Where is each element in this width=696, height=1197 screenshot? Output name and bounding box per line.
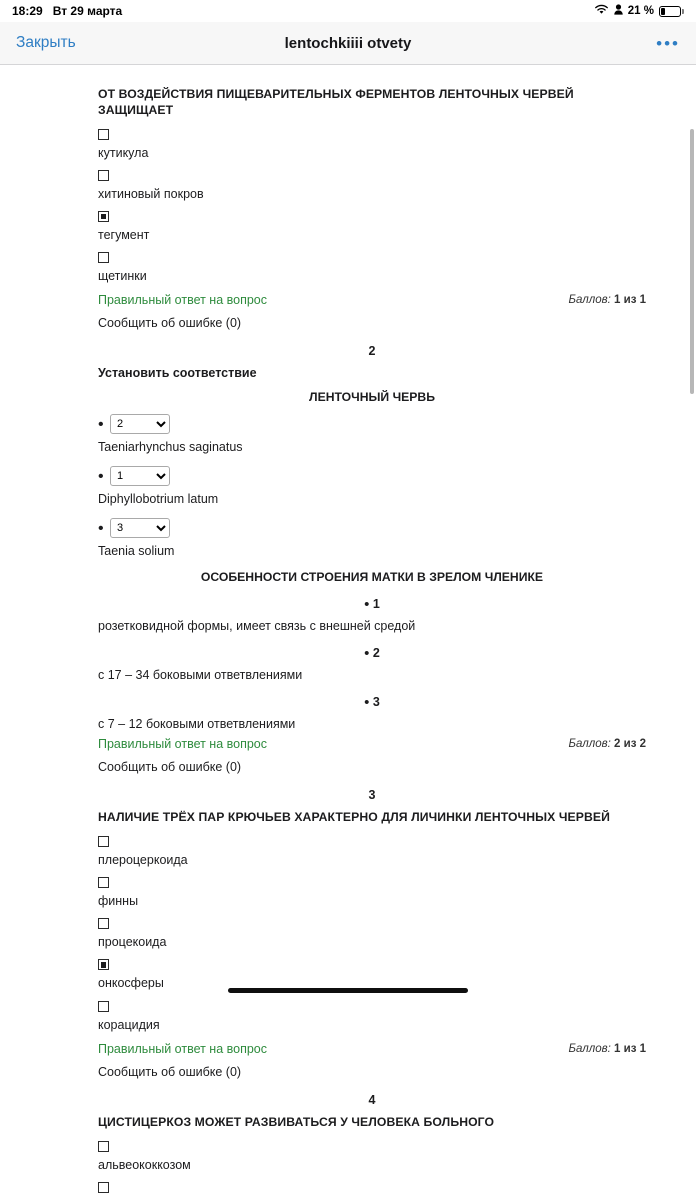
match-option-text: розетковидной формы, имеет связь с внешней средой bbox=[98, 619, 416, 634]
question-number: 2 bbox=[368, 344, 376, 359]
match-term: Taeniarhynchus saginatus bbox=[98, 440, 243, 455]
question-number: 4 bbox=[368, 1092, 376, 1107]
option-label: онкосферы bbox=[98, 976, 164, 991]
score-caption: Баллов: bbox=[568, 738, 611, 751]
radio-icon[interactable] bbox=[98, 1182, 109, 1193]
home-indicator bbox=[228, 988, 468, 993]
bullet-icon: • bbox=[98, 468, 104, 486]
option-label: щетинки bbox=[98, 269, 147, 284]
radio-icon[interactable] bbox=[98, 170, 109, 181]
option-label: кутикула bbox=[98, 145, 149, 160]
option-label: плероцеркоида bbox=[98, 853, 188, 868]
match-options-header: ОСОБЕННОСТИ СТРОЕНИЯ МАТКИ В ЗРЕЛОМ ЧЛЕНИКЕ bbox=[200, 570, 544, 585]
question-block-3 bbox=[0, 788, 696, 1078]
question-title: ЦИСТИЦЕРКОЗ МОЖЕТ РАЗВИВАТЬСЯ У ЧЕЛОВЕКА БОЛЬНОГО bbox=[98, 1114, 495, 1129]
question-number: 3 bbox=[368, 788, 376, 803]
question-title: НАЛИЧИЕ ТРЁХ ПАР КРЮЧЬЕВ ХАРАКТЕРНО ДЛЯ ЛИЧИНКИ ЛЕНТОЧНЫХ ЧЕРВЕЙ bbox=[98, 810, 610, 825]
question-block-2 bbox=[0, 344, 696, 774]
radio-icon[interactable] bbox=[98, 129, 109, 140]
option-label: тегумент bbox=[98, 227, 150, 242]
navigation-bar bbox=[0, 22, 696, 65]
radio-icon[interactable] bbox=[98, 252, 109, 263]
quiz-content bbox=[0, 65, 696, 1197]
report-error-link[interactable]: Сообщить об ошибке (0) bbox=[98, 1064, 242, 1079]
option-label: корацидия bbox=[98, 1017, 160, 1032]
status-bar-right bbox=[594, 4, 684, 18]
question-title: ОТ ВОЗДЕЙСТВИЯ ПИЩЕВАРИТЕЛЬНЫХ ФЕРМЕНТОВ ЛЕНТОЧНЫХ ЧЕРВЕЙ ЗАЩИЩАЕТ bbox=[98, 87, 574, 117]
score-value: 1 из 1 bbox=[614, 294, 646, 307]
correct-answer-link[interactable]: Правильный ответ на вопрос bbox=[98, 293, 268, 308]
match-term: Taenia solium bbox=[98, 544, 175, 559]
option-label: финны bbox=[98, 894, 139, 909]
option-row[interactable] bbox=[98, 1139, 646, 1174]
option-row[interactable] bbox=[98, 875, 646, 910]
match-select[interactable] bbox=[110, 414, 170, 434]
scrollbar-track[interactable] bbox=[690, 129, 694, 980]
status-date: Вт 29 марта bbox=[52, 4, 123, 18]
radio-icon-selected[interactable] bbox=[98, 211, 109, 222]
document-viewport[interactable] bbox=[0, 65, 696, 1172]
option-row[interactable] bbox=[98, 250, 646, 285]
match-option-text: с 17 – 34 боковыми ответвлениями bbox=[98, 668, 303, 683]
report-error-link[interactable]: Сообщить об ошибке (0) bbox=[98, 316, 242, 331]
option-row[interactable] bbox=[98, 999, 646, 1034]
battery-icon bbox=[659, 6, 684, 17]
close-button[interactable]: Закрыть bbox=[16, 34, 76, 51]
radio-icon[interactable] bbox=[98, 1001, 109, 1012]
option-row[interactable] bbox=[98, 168, 646, 203]
option-label: альвеококкозом bbox=[98, 1157, 191, 1172]
radio-icon[interactable] bbox=[98, 918, 109, 929]
option-row[interactable] bbox=[98, 209, 646, 244]
score-caption: Баллов: bbox=[568, 294, 611, 307]
status-bar bbox=[0, 0, 696, 22]
more-options-icon[interactable]: ••• bbox=[656, 33, 680, 53]
question-block-4 bbox=[0, 1093, 696, 1197]
radio-icon[interactable] bbox=[98, 877, 109, 888]
bullet-icon: • bbox=[98, 416, 104, 434]
radio-icon-selected[interactable] bbox=[98, 959, 109, 970]
match-column-header: ЛЕНТОЧНЫЙ ЧЕРВЬ bbox=[309, 390, 435, 405]
option-row[interactable] bbox=[98, 1180, 646, 1197]
match-row[interactable] bbox=[98, 466, 646, 488]
match-option-number: • 3 bbox=[364, 694, 380, 712]
match-option-text: с 7 – 12 боковыми ответвлениями bbox=[98, 717, 296, 732]
match-option-number: • 2 bbox=[364, 645, 380, 663]
radio-icon[interactable] bbox=[98, 836, 109, 847]
scrollbar-thumb[interactable] bbox=[690, 129, 694, 394]
person-icon bbox=[614, 4, 623, 18]
score-value: 1 из 1 bbox=[614, 1042, 646, 1055]
radio-icon[interactable] bbox=[98, 1141, 109, 1152]
battery-percent-label: 21 % bbox=[627, 5, 654, 17]
correct-answer-link[interactable]: Правильный ответ на вопрос bbox=[98, 1041, 268, 1056]
question-block-1 bbox=[0, 65, 696, 330]
option-row[interactable] bbox=[98, 834, 646, 869]
match-select[interactable] bbox=[110, 518, 170, 538]
option-label: хитиновый покров bbox=[98, 186, 204, 201]
correct-answer-link[interactable]: Правильный ответ на вопрос bbox=[98, 737, 268, 752]
wifi-icon bbox=[594, 4, 609, 18]
score-value: 2 из 2 bbox=[614, 738, 646, 751]
question-instruction: Установить соответствие bbox=[98, 366, 257, 381]
page-title: lentochkiiii otvety bbox=[284, 34, 412, 52]
match-term: Diphyllobotrium latum bbox=[98, 492, 219, 507]
option-row[interactable] bbox=[98, 916, 646, 951]
score-caption: Баллов: bbox=[568, 1042, 611, 1055]
option-label: процекоида bbox=[98, 935, 167, 950]
report-error-link[interactable]: Сообщить об ошибке (0) bbox=[98, 760, 242, 775]
option-row[interactable] bbox=[98, 127, 646, 162]
match-option-number: • 1 bbox=[364, 596, 380, 614]
status-time: 18:29 bbox=[12, 4, 43, 18]
bullet-icon: • bbox=[98, 520, 104, 538]
match-row[interactable] bbox=[98, 414, 646, 436]
match-select[interactable] bbox=[110, 466, 170, 486]
match-row[interactable] bbox=[98, 518, 646, 540]
status-bar-left bbox=[12, 4, 122, 18]
